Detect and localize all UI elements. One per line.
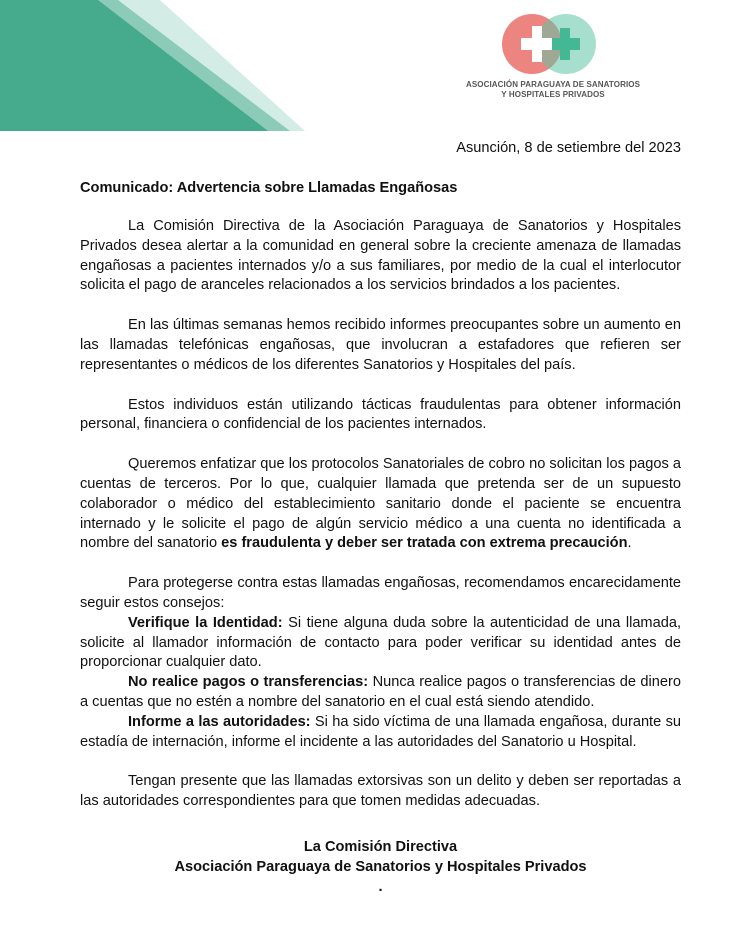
header-banner — [0, 0, 320, 140]
paragraph-closing: Tengan presente que las llamadas extorsivas son un delito y deben ser reportadas a las autoridades correspondientes para que tomen medidas adecuadas. — [80, 773, 681, 810]
tip-verify-identity — [80, 614, 681, 673]
tip-text: Nunca realice pagos o transferencias de dinero a cuentas que no estén a nombre del sanatorio en el cual está siendo atendido. — [80, 674, 681, 710]
letter-subject: Comunicado: Advertencia sobre Llamadas Engañosas — [80, 180, 458, 196]
paragraph-reports: En las últimas semanas hemos recibido informes preocupantes sobre un aumento en las llamadas telefónicas engañosas, que involucran a estafadores que refieren ser representantes o médicos de los diferentes Sanatorios y Hospitales del país. — [80, 317, 681, 373]
paragraph-advice-intro: Para protegerse contra estas llamadas engañosas, recomendamos encarecidamente seguir estos consejos: — [80, 575, 681, 611]
signature-block — [80, 837, 681, 897]
tip-title: Informe a las autoridades: — [128, 713, 311, 730]
red-circle-green-cross-logo-icon — [500, 12, 600, 76]
tip-text: Si tiene alguna duda sobre la autenticidad de una llamada, solicite al llamador información de contacto para poder verificar su identidad antes de proporcionar cualquier dato. — [80, 614, 681, 671]
signature-period: . — [378, 879, 383, 895]
tip-title: Verifique la Identidad: — [128, 614, 283, 631]
letter-date: Asunción, 8 de setiembre del 2023 — [456, 140, 681, 156]
signature-committee: La Comisión Directiva — [303, 839, 458, 855]
logo-organization-name — [458, 80, 648, 100]
tip-text: Si ha sido víctima de una llamada engañosa, durante su estadía de internación, informe el incidente a las autoridades del Sanatorio u Hospital. — [80, 713, 681, 750]
paragraph-tactics: Estos individuos están utilizando tácticas fraudulentas para obtener información personal, financiera o confidencial de los pacientes internados. — [80, 396, 681, 433]
logo-text-line1: ASOCIACIÓN PARAGUAYA DE SANATORIOS — [465, 80, 641, 89]
letter-body — [80, 217, 681, 812]
signature-organization-name: Asociación Paraguaya de Sanatorios y Hospitales Privados — [174, 859, 587, 875]
protocols-period: . — [627, 535, 632, 552]
paragraph-intro: La Comisión Directiva de la Asociación Paraguaya de Sanatorios y Hospitales Privados desea alertar a la comunidad en general sobre la creciente amenaza de llamadas engañosas a pacientes internados y/o a sus familiares, por medio de la cual el interlocutor solicita el pago de aranceles relacionados a los servicios brindados a los pacientes. — [80, 218, 681, 294]
tip-title: No realice pagos o transferencias: — [128, 674, 369, 691]
paragraph-protocols — [80, 455, 681, 554]
signature-organization — [80, 857, 681, 897]
tip-inform-authorities — [80, 713, 681, 753]
tip-no-payments — [80, 673, 681, 713]
protocols-text: Queremos enfatizar que los protocolos Sanatoriales de cobro no solicitan los pagos a cuentas de terceros. Por lo que, cualquier llamada que pretenda ser de un supuesto colaborador o médico del establecimiento sanitario donde el paciente se encuentra internado y le solicite el pago de algún servicio médico a una cuenta no identificada a nombre del sanatorio — [80, 456, 681, 552]
protocols-warning: es fraudulenta y deber ser tratada con extrema precaución — [221, 535, 628, 552]
logo-text-line2: Y HOSPITALES PRIVADOS — [501, 90, 605, 99]
